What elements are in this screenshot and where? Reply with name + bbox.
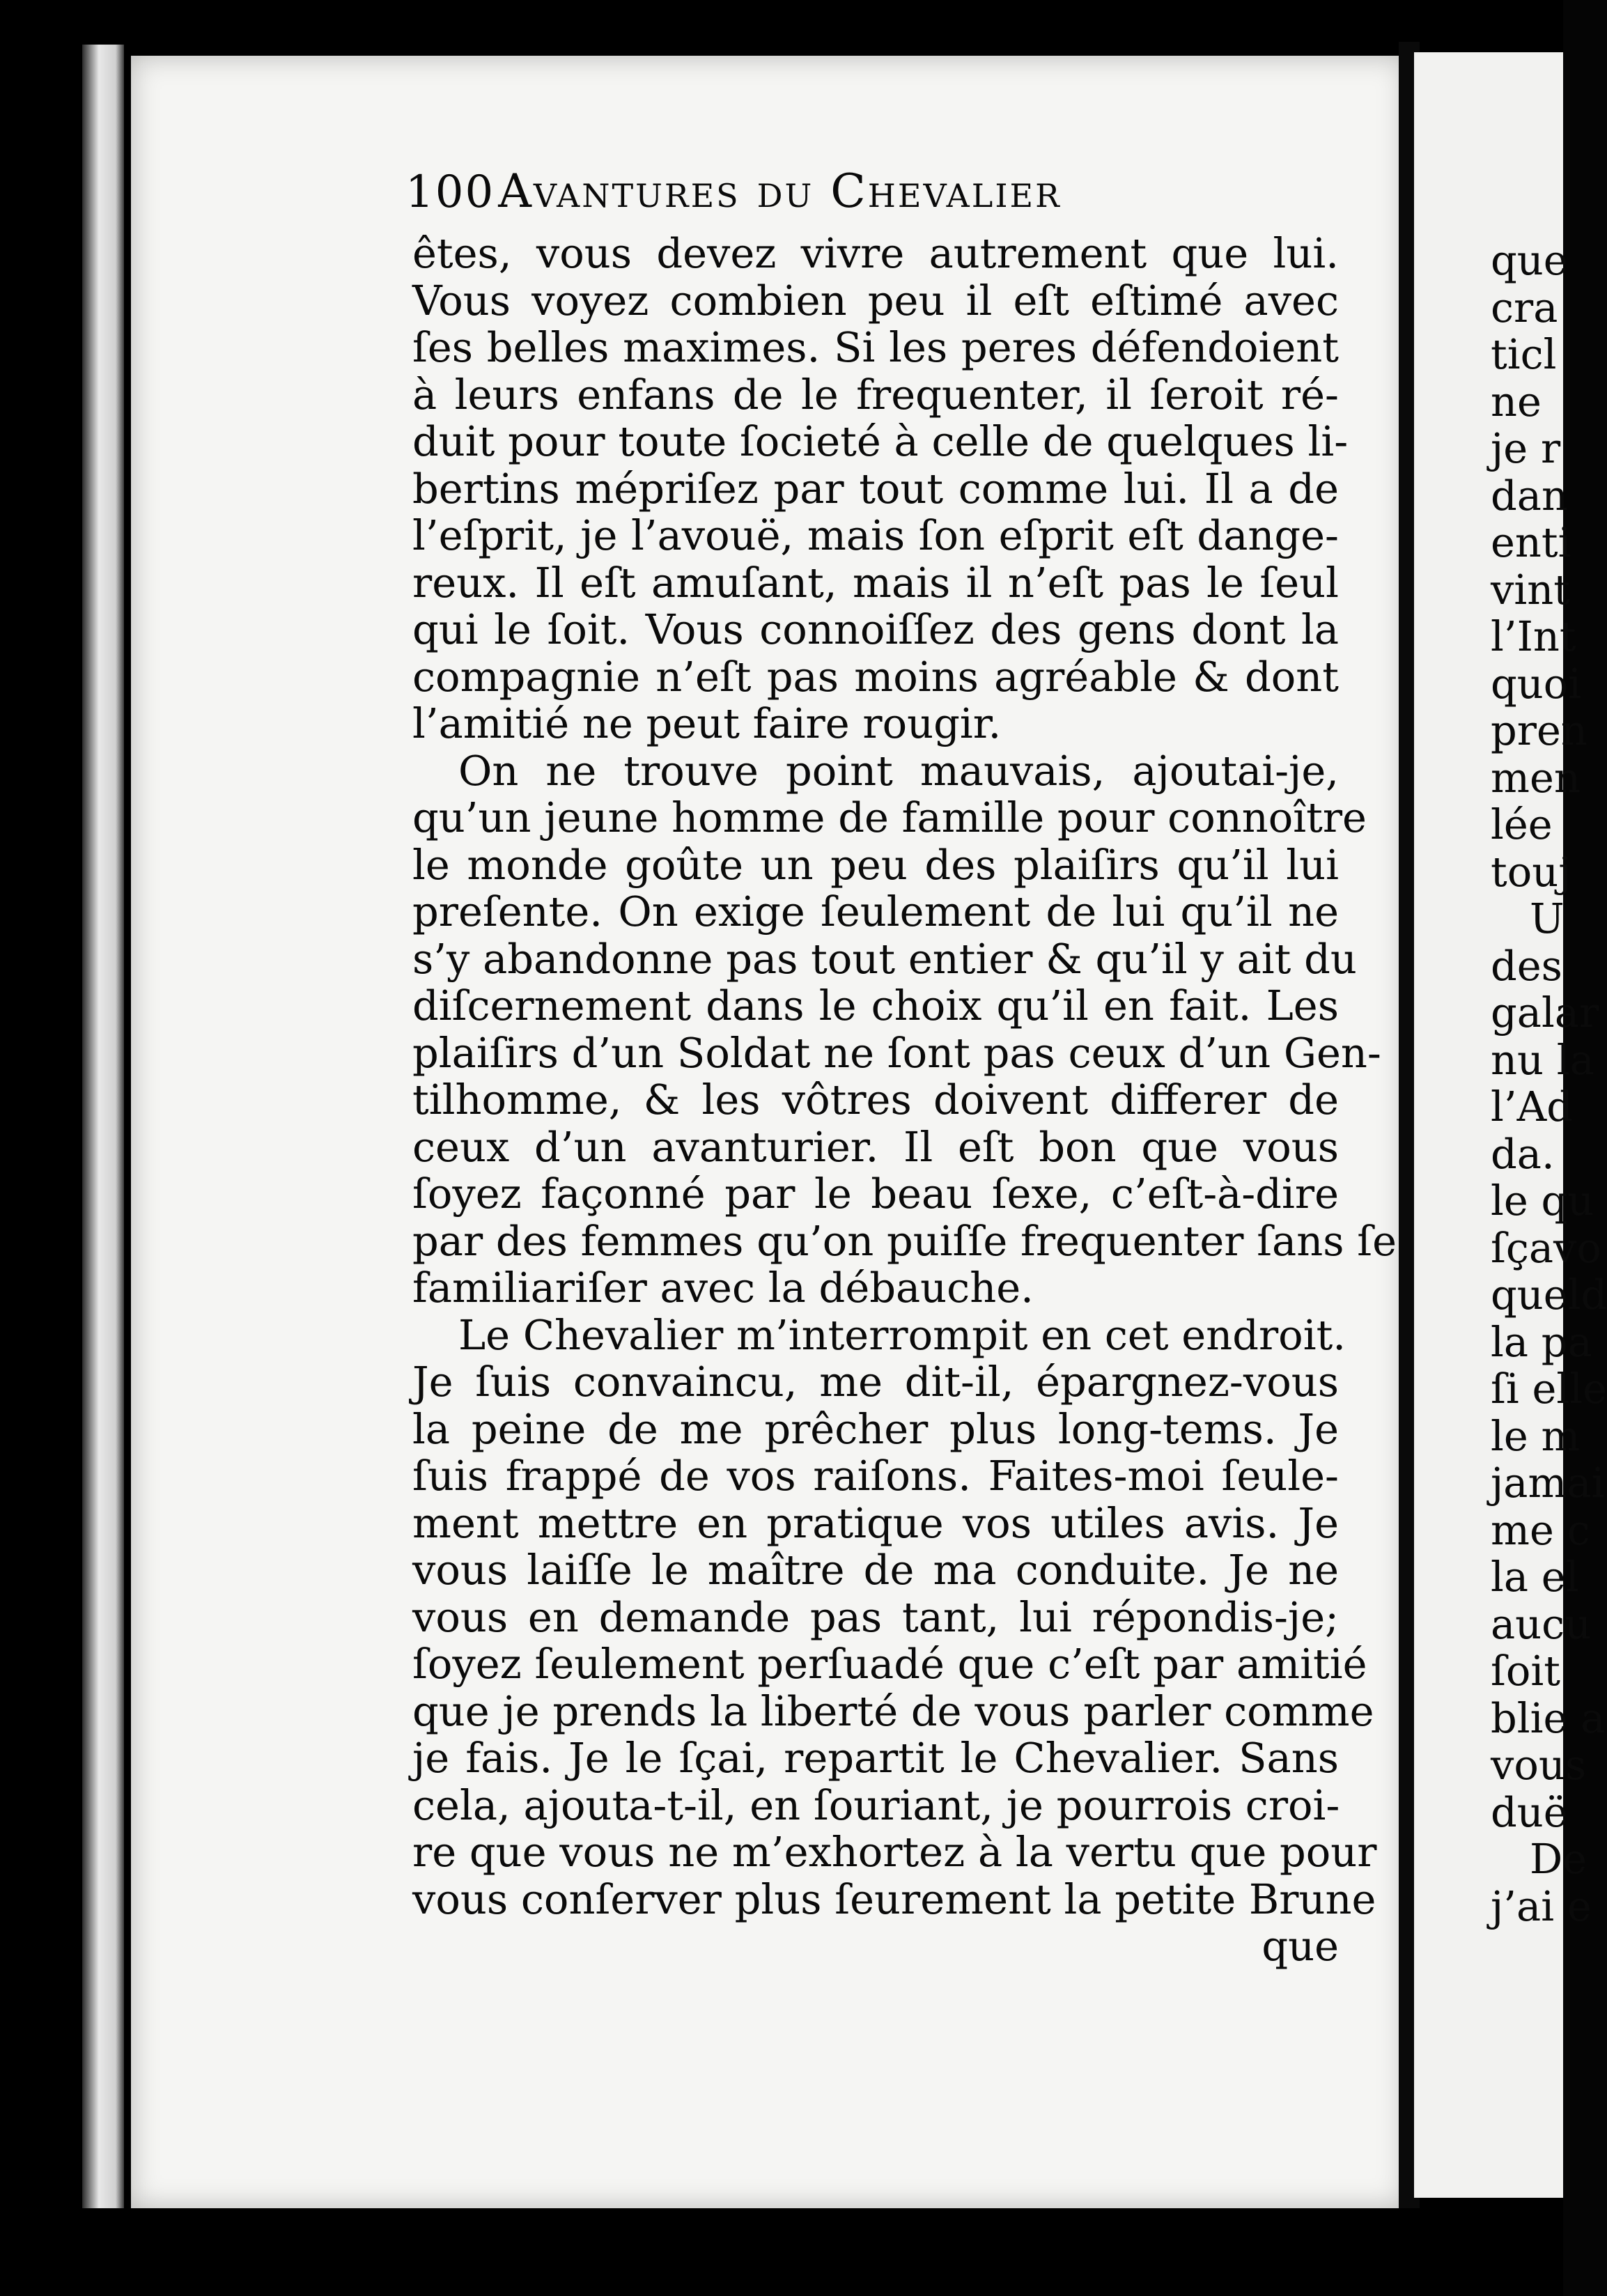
text-line: familiariſer avec la débauche.: [412, 1264, 1034, 1312]
text-fragment: que: [1491, 236, 1568, 284]
text-line: à leurs enfans de le frequenter, il ſeroit ré-: [412, 370, 1339, 419]
text-line: bertins mépriſez par tout comme lui. Il a de: [412, 464, 1339, 513]
text-fragment: l’Ad: [1491, 1083, 1573, 1131]
text-fragment: enti: [1491, 518, 1571, 566]
text-fragment: j’ai e: [1491, 1882, 1592, 1930]
text-fragment: ticl: [1491, 330, 1557, 378]
text-line: ſoyez façonné par le beau ſexe, c’eſt-à-dire: [412, 1170, 1339, 1218]
text-fragment: des: [1491, 941, 1562, 990]
right-page-text: [1491, 236, 1607, 1930]
text-fragment: men: [1491, 753, 1581, 802]
text-line: Vous voyez combien peu il eſt eſtimé avec: [412, 276, 1339, 325]
text-fragment: cra: [1491, 283, 1558, 332]
text-line: re que vous ne m’exhortez à la vertu que pour: [412, 1828, 1377, 1876]
text-line: ſes belles maximes. Si les peres défendoient: [412, 323, 1339, 371]
text-fragment: queld: [1491, 1271, 1607, 1319]
text-fragment: le m: [1491, 1411, 1581, 1460]
text-fragment: ſoit: [1491, 1647, 1560, 1695]
text-line: vous laiſſe le maître de ma conduite. Je ne: [412, 1546, 1339, 1594]
text-fragment: De: [1530, 1835, 1587, 1883]
text-fragment: touj: [1491, 847, 1571, 896]
catchword: que: [1261, 1922, 1339, 1970]
text-fragment: le qu: [1491, 1177, 1594, 1225]
text-fragment: U: [1530, 894, 1565, 943]
text-fragment: vint: [1491, 565, 1570, 614]
text-line: ſuis frappé de vos raiſons. Faites-moi ſeule-: [412, 1452, 1339, 1500]
text-fragment: l’Int: [1491, 612, 1576, 660]
text-line: reux. Il eſt amuſant, mais il n’eſt pas le ſeul: [412, 558, 1339, 607]
text-line: ſoyez ſeulement perſuadé que c’eſt par amitié: [412, 1640, 1367, 1688]
text-fragment: blie a: [1491, 1693, 1606, 1742]
text-line: qui le ſoit. Vous connoiſſez des gens dont la: [412, 605, 1339, 653]
text-line: s’y abandonne pas tout entier & qu’il y ait du: [412, 934, 1357, 983]
text-fragment: duë: [1491, 1787, 1568, 1836]
text-fragment: ſçavo: [1491, 1223, 1601, 1272]
text-line: le monde goûte un peu des plaiſirs qu’il lui: [412, 840, 1339, 889]
text-line: je fais. Je le ſçai, repartit le Chevalier. Sans: [412, 1734, 1339, 1782]
text-line: la peine de me prêcher plus long-tems. Je: [412, 1404, 1339, 1453]
text-fragment: ſi elle: [1491, 1365, 1607, 1413]
body-text: [412, 229, 1397, 1970]
text-line: ment mettre en pratique vos utiles avis. Je: [412, 1498, 1339, 1547]
text-line: plaiſirs d’un Soldat ne ſont pas ceux d’un Gen-: [412, 1028, 1381, 1077]
text-line: On ne trouve point mauvais, ajoutai-je,: [458, 746, 1339, 795]
text-fragment: nu la: [1491, 1035, 1594, 1084]
text-fragment: dan: [1491, 471, 1568, 520]
text-fragment: da.: [1491, 1129, 1555, 1178]
text-line: que je prends la liberté de vous parler comme: [412, 1686, 1374, 1735]
text-line: l’eſprit, je l’avouë, mais ſon eſprit eſt dange-: [412, 511, 1339, 559]
text-fragment: galar: [1491, 988, 1599, 1037]
text-line: Je ſuis convaincu, me dit-il, épargnez-vous: [412, 1358, 1339, 1406]
text-line: par des femmes qu’on puiſſe frequenter ſans ſe: [412, 1216, 1397, 1265]
text-fragment: aucu: [1491, 1599, 1592, 1648]
text-line: vous conſerver plus ſeurement la petite Brune: [412, 1875, 1376, 1923]
text-line: duit pour toute ſocieté à celle de quelques li-: [412, 417, 1349, 465]
text-fragment: je r: [1491, 424, 1561, 472]
text-fragment: jamai: [1491, 1459, 1605, 1507]
text-line: Le Chevalier m’interrompit en cet endroit.: [458, 1310, 1346, 1359]
text-fragment: ne: [1491, 377, 1542, 426]
text-line: l’amitié ne peut faire rougir.: [412, 699, 1002, 747]
text-fragment: la el: [1491, 1553, 1579, 1601]
text-line: vous en demande pas tant, lui répondis-je;: [412, 1592, 1339, 1641]
page-number: 100: [405, 166, 495, 218]
previous-page-edge: [82, 45, 124, 2239]
text-line: tilhomme, & les vôtres doivent differer de: [412, 1076, 1339, 1124]
text-line: diſcernement dans le choix qu’il en fait. Les: [412, 982, 1339, 1030]
scan-bottom-margin: [0, 2208, 1563, 2296]
text-fragment: la pa: [1491, 1317, 1592, 1366]
text-fragment: me c: [1491, 1505, 1590, 1554]
text-fragment: quoi: [1491, 659, 1582, 708]
text-line: êtes, vous devez vivre autrement que lui.: [412, 229, 1339, 277]
text-fragment: pren: [1491, 706, 1587, 754]
text-line: compagnie n’eſt pas moins agréable & dont: [412, 652, 1339, 701]
text-line: qu’un jeune homme de famille pour connoître: [412, 793, 1367, 841]
running-title: Avantures du Chevalier: [498, 164, 1062, 218]
text-fragment: lée: [1491, 800, 1553, 848]
text-line: ceux d’un avanturier. Il eſt bon que vous: [412, 1122, 1339, 1171]
text-line: preſente. On exige ſeulement de lui qu’il ne: [412, 887, 1339, 936]
text-line: cela, ajouta-t-il, en ſouriant, je pourrois croi-: [412, 1781, 1340, 1829]
text-fragment: vous: [1491, 1741, 1587, 1789]
